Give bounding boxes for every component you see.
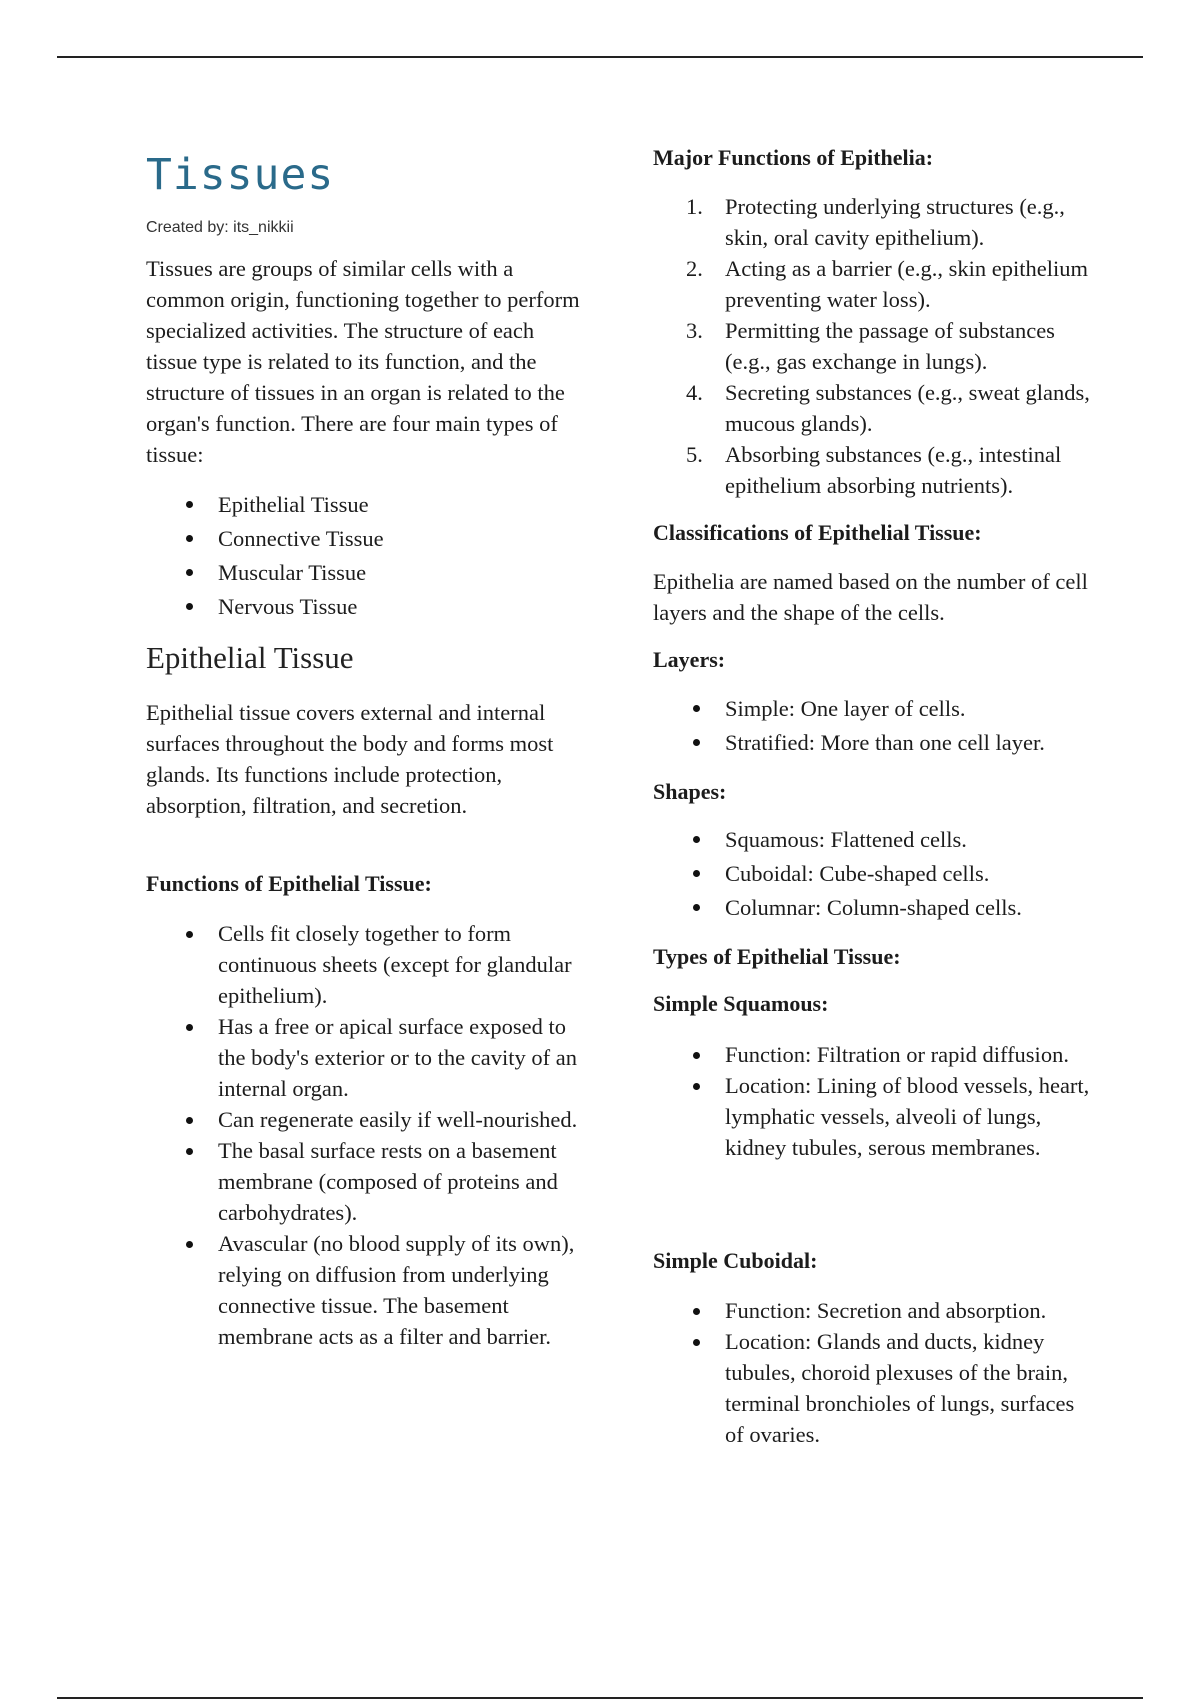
- page-title: Tissues: [146, 150, 335, 200]
- list-item: Columnar: Column-shaped cells.: [653, 891, 1093, 925]
- list-item: Nervous Tissue: [146, 590, 586, 624]
- author-byline: Created by: its_nikkii: [146, 219, 294, 236]
- list-item: Avascular (no blood supply of its own), relying on diffusion from underlying connective tissue. The basement membrane acts as a filter and barrier.: [146, 1228, 586, 1352]
- list-item: Stratified: More than one cell layer.: [653, 726, 1093, 760]
- list-item: The basal surface rests on a basement membrane (composed of proteins and carbohydrates).: [146, 1135, 586, 1228]
- simple-squamous-list: [653, 1039, 1093, 1163]
- bullet-icon: [693, 904, 700, 911]
- major-functions-heading: Major Functions of Epithelia:: [653, 145, 934, 170]
- simple-cuboidal-list: [653, 1295, 1093, 1450]
- bullet-icon: [186, 603, 193, 610]
- list-item: Location: Lining of blood vessels, heart, lymphatic vessels, alveoli of lungs, kidney tubules, serous membranes.: [653, 1070, 1093, 1163]
- list-item: Muscular Tissue: [146, 556, 586, 590]
- bullet-icon: [693, 1052, 700, 1059]
- list-item: 1. Protecting underlying structures (e.g., skin, oral cavity epithelium).: [686, 194, 1065, 250]
- simple-cuboidal-heading: Simple Cuboidal:: [653, 1248, 818, 1273]
- list-item: 5. Absorbing substances (e.g., intestinal epithelium absorbing nutrients).: [686, 442, 1062, 498]
- list-item: Cuboidal: Cube-shaped cells.: [653, 857, 1093, 891]
- classifications-text: Epithelia are named based on the number of cell layers and the shape of the cells.: [653, 569, 1088, 625]
- major-functions-list: [653, 191, 1093, 501]
- tissue-types-list: [146, 488, 586, 624]
- epithelial-description: Epithelial tissue covers external and internal surfaces throughout the body and forms most glands. Its functions include protection, absorption, filtration, and secretion.: [146, 700, 554, 818]
- bullet-icon: [693, 739, 700, 746]
- bullet-icon: [186, 931, 193, 938]
- bullet-icon: [693, 1308, 700, 1315]
- bullet-icon: [186, 569, 193, 576]
- classifications-heading: Classifications of Epithelial Tissue:: [653, 520, 982, 545]
- bullet-icon: [186, 1024, 193, 1031]
- intro-paragraph: Tissues are groups of similar cells with a common origin, functioning together to perform specialized activities. The structure of each tissue type is related to its function, and the structure of tissues in an organ is related to the organ's function. There are four main types of tissue:: [146, 256, 580, 467]
- bullet-icon: [186, 1241, 193, 1248]
- list-item: Cells fit closely together to form continuous sheets (except for glandular epithelium).: [146, 918, 586, 1011]
- list-item: Connective Tissue: [146, 522, 586, 556]
- layers-list: [653, 692, 1093, 760]
- list-item: Epithelial Tissue: [146, 488, 586, 522]
- list-item: 4. Secreting substances (e.g., sweat glands, mucous glands).: [686, 380, 1090, 436]
- types-heading: Types of Epithelial Tissue:: [653, 944, 901, 969]
- list-item: Has a free or apical surface exposed to the body's exterior or to the cavity of an internal organ.: [146, 1011, 586, 1104]
- list-item: Function: Filtration or rapid diffusion.: [653, 1039, 1093, 1070]
- shapes-heading: Shapes:: [653, 779, 727, 804]
- bullet-icon: [693, 705, 700, 712]
- bottom-rule: [57, 1697, 1143, 1699]
- simple-squamous-heading: Simple Squamous:: [653, 991, 829, 1016]
- bullet-icon: [693, 1339, 700, 1346]
- list-item: Can regenerate easily if well-nourished.: [146, 1104, 586, 1135]
- functions-list: [146, 918, 586, 1352]
- bullet-icon: [186, 535, 193, 542]
- layers-heading: Layers:: [653, 647, 726, 672]
- list-item: 2. Acting as a barrier (e.g., skin epithelium preventing water loss).: [686, 256, 1089, 312]
- bullet-icon: [693, 870, 700, 877]
- list-item: Function: Secretion and absorption.: [653, 1295, 1093, 1326]
- top-rule: [57, 56, 1143, 58]
- list-item: Squamous: Flattened cells.: [653, 823, 1093, 857]
- bullet-icon: [186, 1148, 193, 1155]
- bullet-icon: [186, 501, 193, 508]
- bullet-icon: [693, 836, 700, 843]
- shapes-list: [653, 823, 1093, 925]
- list-item: Simple: One layer of cells.: [653, 692, 1093, 726]
- functions-heading: Functions of Epithelial Tissue:: [146, 871, 432, 896]
- bullet-icon: [693, 1083, 700, 1090]
- list-item: Location: Glands and ducts, kidney tubules, choroid plexuses of the brain, terminal bronchioles of lungs, surfaces of ovaries.: [653, 1326, 1093, 1450]
- list-item: 3. Permitting the passage of substances (e.g., gas exchange in lungs).: [686, 318, 1055, 374]
- bullet-icon: [186, 1117, 193, 1124]
- epithelial-heading: Epithelial Tissue: [146, 640, 354, 675]
